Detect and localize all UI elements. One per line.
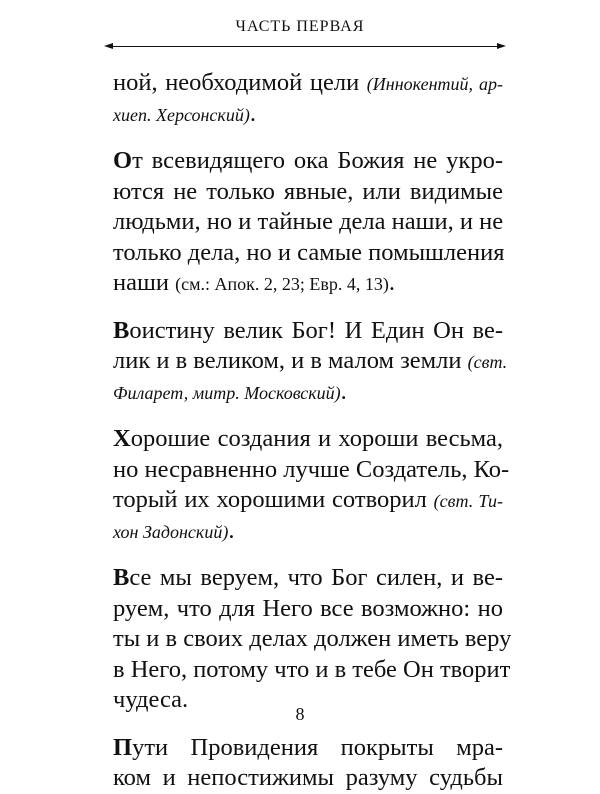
paragraph bbox=[113, 424, 510, 546]
text-line: ной, необходимой цели (Иннокентий, ар- bbox=[113, 69, 503, 96]
text-line: ются не только явные, или видимые bbox=[113, 177, 503, 205]
text-line: Филарет, митр. Московский). bbox=[113, 377, 347, 405]
initial-letter: П bbox=[113, 733, 133, 761]
paragraph bbox=[113, 563, 512, 716]
running-head: ЧАСТЬ ПЕРВАЯ bbox=[235, 18, 365, 35]
text-line: но несравненно лучше Создатель, Ко- bbox=[113, 455, 510, 483]
text-line: хиеп. Херсонский). bbox=[113, 99, 256, 127]
initial-letter: Х bbox=[113, 425, 131, 452]
body-text bbox=[113, 68, 512, 794]
text-line: руем, что для Него все возможно: но bbox=[113, 594, 503, 622]
scripture-reference: (см.: Апок. 2, 23; Евр. 4, 13) bbox=[175, 274, 389, 294]
text-line: чудеса. bbox=[113, 686, 189, 713]
text-line: ком и непостижимы разуму судьбы bbox=[113, 764, 503, 791]
text-line: только дела, но и самые помышления bbox=[113, 238, 505, 266]
initial-letter: В bbox=[113, 564, 130, 591]
paragraph bbox=[113, 146, 503, 299]
page-number: 8 bbox=[295, 704, 305, 724]
source-attribution: (Иннокентий, ар- bbox=[366, 74, 503, 94]
text-line: хон Задонский). bbox=[113, 516, 235, 544]
text-line: торый их хорошими сотворил (свт. Ти- bbox=[113, 486, 503, 513]
header-rule bbox=[112, 46, 498, 47]
source-attribution: Филарет, митр. Московский) bbox=[113, 382, 341, 403]
text-line: наши (см.: Апок. 2, 23; Евр. 4, 13). bbox=[113, 269, 395, 296]
source-attribution: хон Задонский) bbox=[113, 521, 229, 542]
text-line: в Него, потому что и в тебе Он творит bbox=[113, 655, 511, 683]
text-line: Воистину велик Бог! И Един Он ве- bbox=[113, 316, 503, 344]
source-attribution: хиеп. Херсонский) bbox=[113, 104, 250, 125]
paragraph bbox=[113, 733, 503, 794]
source-attribution: (свт. Ти- bbox=[433, 491, 503, 511]
paragraph bbox=[113, 316, 508, 408]
initial-letter: О bbox=[113, 147, 133, 174]
text-line: Хорошие создания и хороши весьма, bbox=[113, 425, 503, 452]
initial-letter: В bbox=[113, 316, 130, 344]
text-line: ты и в своих делах должен иметь веру bbox=[113, 625, 512, 652]
source-attribution: (свт. bbox=[467, 352, 508, 372]
text-line: лик и в великом, и в малом земли (свт. bbox=[113, 347, 508, 374]
text-line: От всевидящего ока Божия не укро- bbox=[113, 147, 503, 174]
text-line: Все мы веруем, что Бог силен, и ве- bbox=[113, 564, 503, 591]
text-line: людьми, но и тайные дела наши, и не bbox=[113, 208, 504, 235]
paragraph bbox=[113, 68, 503, 129]
text-line: Пути Провидения покрыты мра- bbox=[113, 733, 503, 761]
